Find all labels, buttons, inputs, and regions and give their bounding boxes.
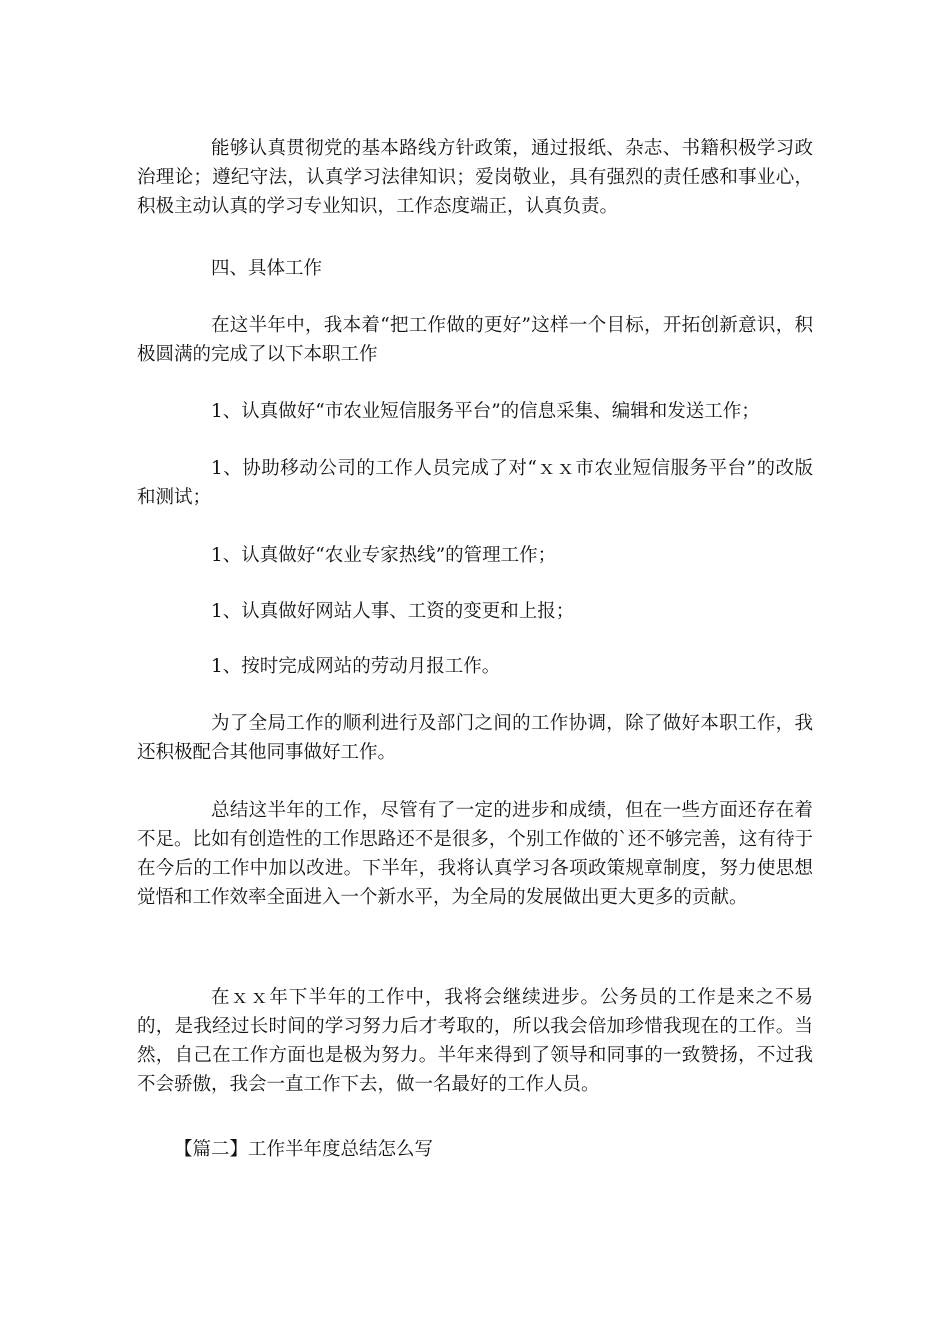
list-item-platform-revision: 1、协助移动公司的工作人员完成了对“ｘｘ市农业短信服务平台”的改版和测试； (137, 458, 813, 508)
paragraph-political-study: 能够认真贯彻党的基本路线方针政策，通过报纸、杂志、书籍积极学习政治理论；遵纪守法，认真学习法律知识；爱岗敬业，具有强烈的责任感和事业心，积极主动认真的学习专业知识，工作态度端正，认真负责。 (137, 138, 813, 217)
paragraph-cooperation: 为了全局工作的顺利进行及部门之间的工作协调，除了做好本职工作，我还积极配合其他同事做好工作。 (137, 713, 813, 763)
list-item-monthly-report: 1、按时完成网站的劳动月报工作。 (211, 656, 501, 677)
paragraph-heading-specific-work: 四、具体工作 (211, 258, 323, 279)
paragraph-second-half-plan: 在ｘｘ年下半年的工作中，我将会继续进步。公务员的工作是来之不易的，是我经过长时间的学习努力后才考取的，所以我会倍加珍惜我现在的工作。当然，自己在工作方面也是极为努力。半年来得到了领导和同事的一致赞扬，不过我不会骄傲，我会一直工作下去，做一名最好的工作人员。 (137, 987, 813, 1095)
list-item-sms-platform: 1、认真做好“市农业短信服务平台”的信息采集、编辑和发送工作； (211, 401, 760, 422)
paragraph-work-goal: 在这半年中，我本着“把工作做的更好”这样一个目标，开拓创新意识，积极圆满的完成了以下本职工作 (137, 315, 813, 365)
section-heading: 【篇二】工作半年度总结怎么写 (174, 1139, 434, 1160)
list-item-personnel-salary: 1、认真做好网站人事、工资的变更和上报； (211, 601, 575, 622)
list-item-expert-hotline: 1、认真做好“农业专家热线”的管理工作； (211, 545, 557, 566)
paragraph-summary-shortcomings: 总结这半年的工作，尽管有了一定的进步和成绩，但在一些方面还存在着不足。比如有创造性的工作思路还不是很多，个别工作做的`还不够完善，这有待于在今后的工作中加以改进。下半年，我将认真学习各项政策规章制度，努力使思想觉悟和工作效率全面进入一个新水平，为全局的发展做出更大更多的贡献。 (137, 800, 813, 908)
